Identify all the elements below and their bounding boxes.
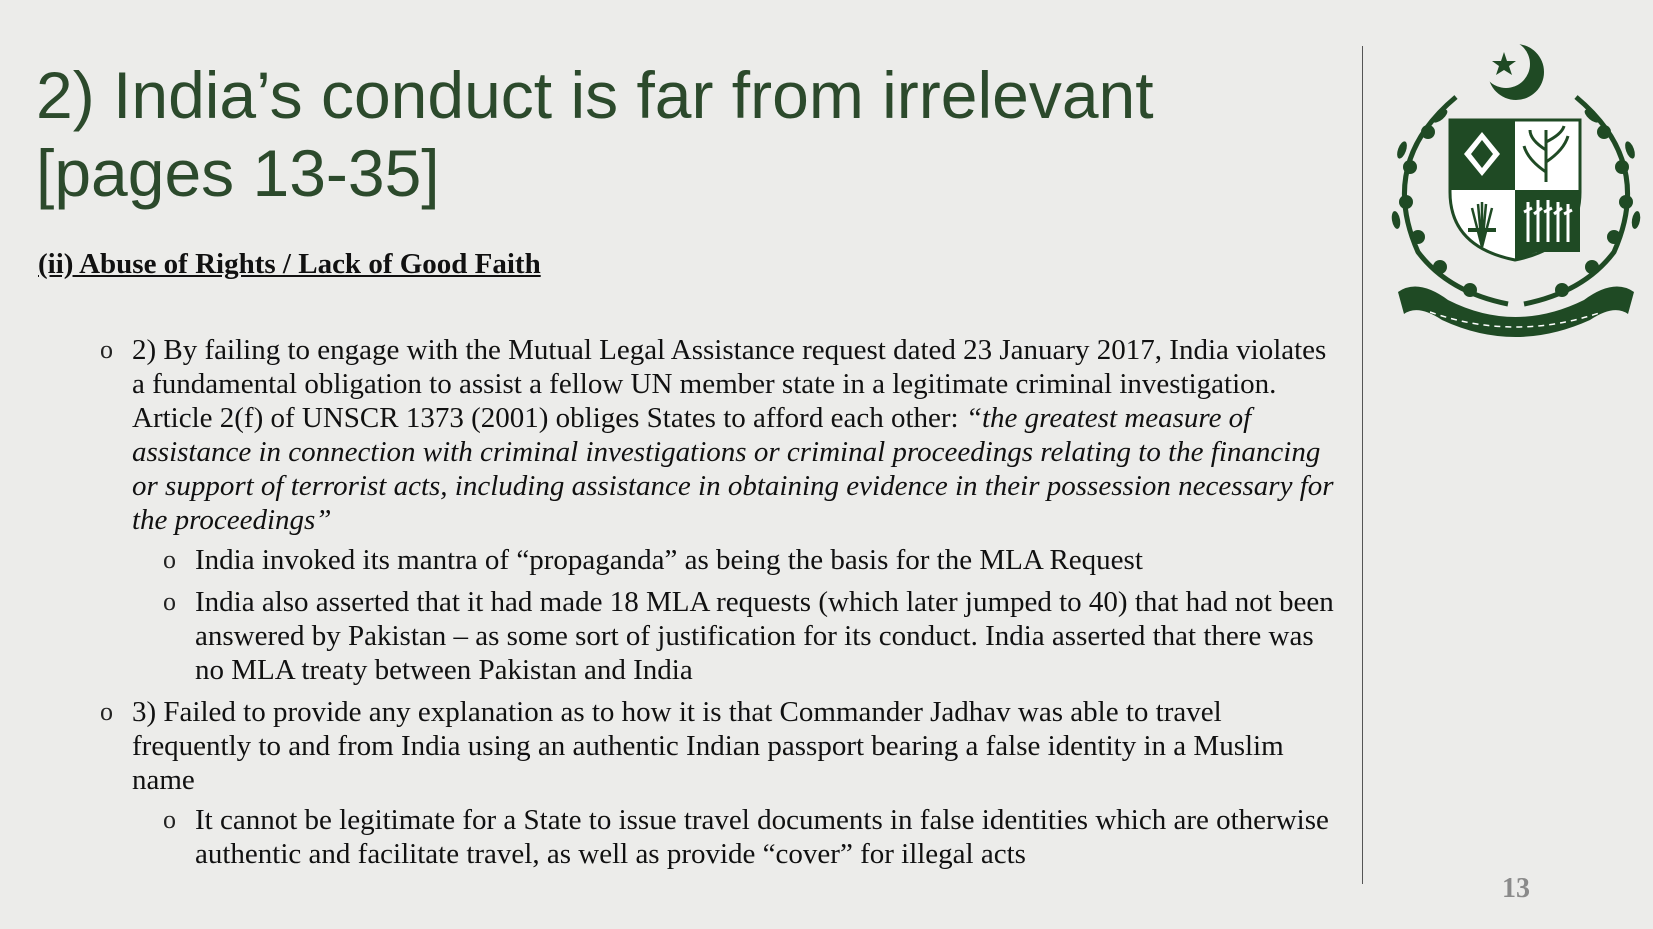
- list-item: [0, 695, 1340, 797]
- bullet-marker: o: [163, 587, 176, 616]
- slide-title: [36, 56, 1316, 212]
- list-item: [0, 333, 1340, 537]
- quote-text: “the greatest measure of assistance in connection with criminal investigations or criminal proceedings relating to the financing or support of terrorist acts, including assistance in obtaining evidence in their possession necessary for the proceedings”: [132, 402, 1334, 536]
- bullet-marker: o: [100, 697, 113, 726]
- bullet-marker: o: [100, 335, 113, 364]
- list-item: [0, 543, 1340, 577]
- title-line-1: 2) India’s conduct is far from irrelevant: [36, 58, 1154, 132]
- list-item: [0, 803, 1340, 871]
- bullet-marker: o: [163, 805, 176, 834]
- bullet-text: 2) By failing to engage with the Mutual Legal Assistance request dated 23 January 2017, India violates a fundamental obligation to assist a fellow UN member state in a legitimate criminal investigation. Article 2(f) of UNSCR 1373 (2001) obliges States to afford each other:: [132, 334, 1327, 434]
- bullet-marker: o: [163, 545, 176, 574]
- page-number: 13: [1502, 873, 1530, 904]
- state-emblem-icon: [1378, 42, 1648, 360]
- vertical-divider: [1362, 46, 1363, 884]
- title-line-2: [pages 13-35]: [36, 136, 440, 210]
- section-subtitle: (ii) Abuse of Rights / Lack of Good Faith: [38, 248, 541, 280]
- bullet-text: India also asserted that it had made 18 MLA requests (which later jumped to 40) that had not been answered by Pakistan – as some sort of justification for its conduct. India asserted that there was no MLA treaty between Pakistan and India: [195, 586, 1334, 686]
- bullet-text: India invoked its mantra of “propaganda” as being the basis for the MLA Request: [195, 544, 1143, 576]
- bullet-list: [0, 333, 1340, 879]
- bullet-text: It cannot be legitimate for a State to issue travel documents in false identities which are otherwise authentic and facilitate travel, as well as provide “cover” for illegal acts: [195, 804, 1329, 870]
- bullet-text: 3) Failed to provide any explanation as to how it is that Commander Jadhav was able to travel frequently to and from India using an authentic Indian passport bearing a false identity in a Muslim name: [132, 696, 1284, 796]
- list-item: [0, 585, 1340, 687]
